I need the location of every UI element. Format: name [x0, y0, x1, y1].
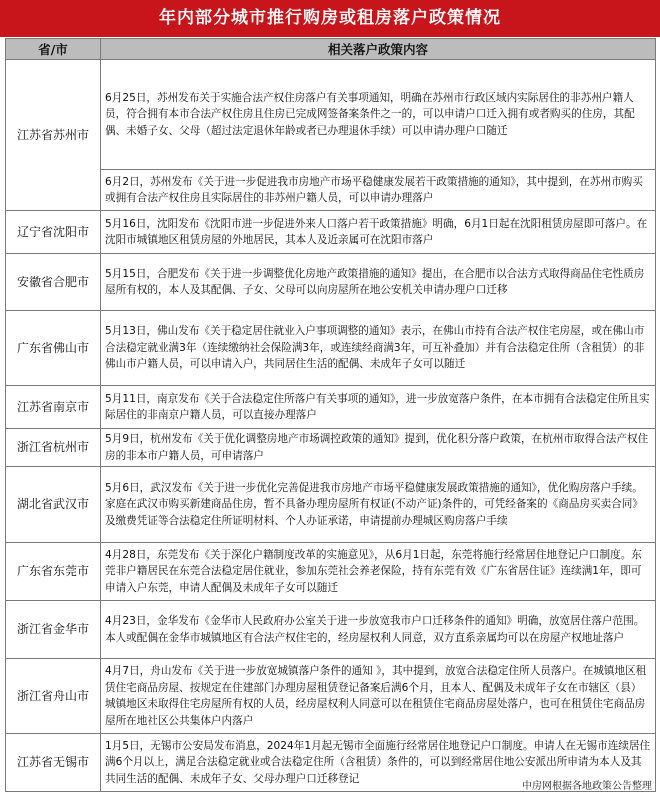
- city-cell: 安徽省合肥市: [6, 254, 101, 311]
- policy-content-cell: 5月9日，杭州发布《关于优化调整房地产市场调控政策的通知》提到，优化积分落户政策，在杭州市取得合法产权住房的非本市户籍人员，可申请落户: [101, 429, 656, 467]
- table-row: [6, 467, 656, 543]
- source-footnote: 中房网根据各地政策公告整理: [522, 781, 652, 792]
- city-cell: 浙江省杭州市: [6, 429, 101, 467]
- policy-content-cell: 1月5日，无锡市公安局发布消息，2024年1月起无锡市全面施行经常居住地登记户口制度。申请人在无锡市连续居住满6个月以上，满足合法稳定就业或合法稳定住所（含租赁）条件的，可以到经常居住地公安派出所申请为本人及其共同生活的配偶、未成年子女、父母办理户口迁移登记: [101, 734, 656, 792]
- policy-content-cell: 5月15日，合肥发布《关于进一步调整优化房地产政策措施的通知》提出，在合肥市以合法方式取得商品住宅性质房屋所有权的，本人及其配偶、子女、父母可以向房屋所在地公安机关申请办理户口迁移: [101, 254, 656, 311]
- city-cell: 浙江省舟山市: [6, 659, 101, 734]
- table-header-row: [6, 39, 656, 60]
- table-row: [6, 543, 656, 601]
- city-cell: 广东省东莞市: [6, 543, 101, 601]
- table-row: [6, 311, 656, 386]
- page-title: 年内部分城市推行购房或租房落户政策情况: [0, 0, 660, 37]
- policy-content-cell: 5月6日，武汉发布《关于进一步优化完善促进我市房地产市场平稳健康发展政策措施的通知》，优化购房落户手续。家庭在武汉市购买新建商品住房，暂不具备办理房屋所有权证(不动产证)条件的，可凭经备案的《商品房买卖合同》及缴费凭证等合法稳定住所证明材料、个人办证承诺，申请提前办理城区购房落户手续: [101, 467, 656, 543]
- table-row: [6, 254, 656, 311]
- table-row: [6, 659, 656, 734]
- table-row: [6, 386, 656, 429]
- city-cell: 江苏省苏州市: [6, 60, 101, 211]
- policy-content-cell: 5月16日，沈阳发布《沈阳市进一步促进外来人口落户若干政策措施》明确，6月1日起在沈阳租赁房屋即可落户。在沈阳市城镇地区租赁房屋的外地居民，其本人及近亲属可在沈阳市落户: [101, 211, 656, 254]
- table-row: [6, 429, 656, 467]
- policy-content-cell: 4月28日，东莞发布《关于深化户籍制度改革的实施意见》，从6月1日起，东莞将施行经常居住地登记户口制度。东莞非户籍居民在东莞合法稳定居住就业，参加东莞社会养老保险，持有东莞有效《广东省居住证》连续满1年，即可申请入户东莞，申请人配偶及未成年子女可以随迁: [101, 543, 656, 601]
- city-cell: 辽宁省沈阳市: [6, 211, 101, 254]
- city-cell: 江苏省无锡市: [6, 734, 101, 792]
- policy-content-cell: 4月23日，金华发布《金华市人民政府办公室关于进一步放宽我市户口迁移条件的通知》明确，放宽居住落户范围。本人或配偶在金华市城镇地区有合法产权住宅的，经房屋权利人同意，双方直系亲属均可以在房屋产权地址落户: [101, 601, 656, 659]
- policy-content-cell: 5月13日，佛山发布《关于稳定居住就业入户事项调整的通知》表示，在佛山市持有合法产权住宅房屋，或在佛山市合法稳定就业满3年（连续缴纳社会保险满3年，或连续经商满3年，可互补叠加）并有合法稳定住所（含租赁）的非佛山市户籍人员，可以申请入户，共同居住生活的配偶、未成年子女可以随迁: [101, 311, 656, 386]
- city-cell: 湖北省武汉市: [6, 467, 101, 543]
- city-cell: 浙江省金华市: [6, 601, 101, 659]
- policy-content-cell: 6月2日，苏州发布《关于进一步促进我市房地产市场平稳健康发展若干政策措施的通知》，其中提到，在苏州市购买或拥有合法产权住房且实际居住的非苏州户籍人员，可以申请办理落户: [101, 170, 656, 211]
- policy-content-cell: 6月25日，苏州发布关于实施合法产权住房落户有关事项通知，明确在苏州市行政区域内实际居住的非苏州户籍人员，符合拥有本市合法产权住房且住房已完成网签备案条件之一的，可以申请户口迁入拥有或者购买的住房，其配偶、未婚子女、父母（超过法定退休年龄或者已办理退休手续）可以申请办理户口随迁: [101, 60, 656, 170]
- policy-table: [5, 38, 656, 792]
- city-cell: 广东省佛山市: [6, 311, 101, 386]
- table-row: [6, 601, 656, 659]
- policy-content-cell: 5月11日，南京发布《关于合法稳定住所落户有关事项的通知》，进一步放宽落户条件，在本市拥有合法稳定住所且实际居住的非南京户籍人员，可以直接办理落户: [101, 386, 656, 429]
- header-content: 相关落户政策内容: [101, 39, 656, 60]
- table-row: [6, 60, 656, 170]
- city-cell: 江苏省南京市: [6, 386, 101, 429]
- table-row: [6, 211, 656, 254]
- policy-content-cell: 4月7日，舟山发布《关于进一步放宽城镇落户条件的通知 》，其中提到，放宽合法稳定住所人员落户。在城镇地区租赁住宅商品房屋、按规定在住建部门办理房屋租赁登记备案后满6个月，且本人、配偶及未成年子女在市辖区（县）城镇地区未取得住宅房屋所有权的人员，经房屋权利人同意可以在租赁住宅商品房屋处落户，也可在租赁住宅商品房屋所在地社区公共集体户内落户: [101, 659, 656, 734]
- header-city: 省/市: [6, 39, 101, 60]
- table-row: [6, 170, 656, 211]
